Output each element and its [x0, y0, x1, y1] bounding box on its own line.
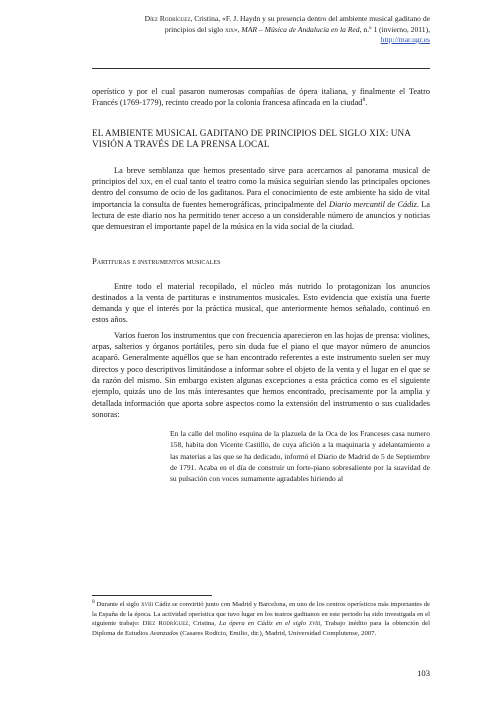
block-quote: En la calle del molino esquina de la plazuela de la Oca de los Franceses casa numero 158, habita don Vicente Castillo, de cuya afición a la maquinaria y adelantamiento a las materias a las que se ha dedicado, informó el Diario de Madrid de 5 de Septiembre de 1791. Acaba en el día de construir un forte-piano sobresaliente por la suavidad de su pulsación con voces sumamente agradables hiriendo al — [170, 429, 430, 483]
running-head-line2: principios del siglo — [164, 24, 225, 34]
footnote-work-title: La ópera en Cádiz en el siglo — [218, 620, 310, 628]
journal-title: MAR – Música de Andalucía en la Red — [241, 24, 360, 34]
journal-issue: , n.º 1 (invierno, 2011), — [359, 24, 430, 34]
footnote-text-b: Cádiz se convirtió junto con Madrid y Barcelona, en uno de los centros operísticos más importantes de la España de la época. La actividad operística que tuvo lugar en los teatros gaditanos en este periodo ha sido investigada en el siguiente trabajo: — [92, 601, 430, 628]
journal-url-link[interactable]: http://mar.ugr.es — [380, 35, 430, 44]
footnote-author: Díez Rodríguez — [142, 620, 189, 628]
footnote-century: xviii — [140, 601, 154, 608]
footnote-text-c: , Cristina, — [188, 620, 219, 628]
header-rule — [92, 68, 430, 69]
footnote-dea: Avanzados — [149, 629, 179, 637]
running-head-century: xix — [224, 24, 234, 34]
footnote-ref-8[interactable]: 8 — [362, 97, 366, 104]
paragraph-intro-century: xix — [140, 177, 151, 187]
paragraph-opening-text: operístico y por el cual pasaron numerosas compañías de ópera italiana, y finalmente el Teatro Francés (1769-1779), recinto creado por la colonia francesa afincada en la ciudad — [92, 87, 430, 108]
footnote-mark: 8 — [92, 598, 95, 605]
page-number: 103 — [417, 668, 430, 678]
running-head-sep: », — [233, 24, 242, 34]
paragraph-opening-end: . — [365, 98, 368, 108]
paragraph-intro-a: La breve semblanza que hemos presentado sirve para acercarnos al panorama musical de principios del — [92, 165, 430, 187]
section-heading: EL AMBIENTE MUSICAL GADITANO DE PRINCIPIOS DEL SIGLO XIX: UNA VISIÓN A TRAVÉS DE LA PRENSA LOCAL — [92, 127, 411, 150]
paragraph-opening — [92, 86, 430, 109]
running-head-line1: , Cristina, «F. J. Haydn y su presencia dentro del ambiente musical gaditano de — [190, 14, 430, 23]
footnote-text-e: (Casares Rodicio, Emilio, dir.), Madrid, Universidad Complutense, 2007. — [178, 629, 377, 637]
running-head — [92, 14, 430, 46]
footnote-work-century: xviii — [309, 620, 321, 628]
running-head-author: Díez Rodríguez — [144, 14, 191, 23]
newspaper-title: Diario mercantil de Cádiz — [328, 199, 417, 209]
footnote-rule — [92, 595, 212, 596]
footnote-text-a: Durante el siglo — [94, 601, 141, 608]
subsection-heading: Partituras e instrumentos musicales — [92, 255, 221, 266]
footnote-text-d: , Trabajo inédito para la obtención del Diploma de Estudios — [92, 620, 431, 637]
paragraph-intro-b: , en el cual tanto el teatro como la música seguirían siendo las principales opciones dentro del consumo de ocio de los gaditanos. Para el conocimiento de este ambiente ha sido de vital importancia la consulta de fuentes hemerográficas, principalmente del — [92, 177, 431, 209]
footnote-8 — [92, 600, 430, 638]
paragraph-intro-c: . La lectura de este diario nos ha permitido tener acceso a un considerable número de anuncios y noticias que demuestran el importante papel de la música en la vida social de la ciudad. — [92, 199, 430, 232]
paragraph-intro — [92, 165, 430, 233]
paragraph-scores: Entre todo el material recopilado, el núcleo más nutrido lo protagonizan los anuncios destinados a la venta de partituras e instrumentos musicales. Esto evidencia que existía una fuerte demanda y que el interés por la práctica musical, que anteriormente hemos señalado, continuó en estos años. — [92, 281, 430, 325]
paragraph-instruments: Varios fueron los instrumentos que con frecuencia aparecieron en las hojas de prensa: violines, arpas, salterios y órganos portátiles, pero sin duda fue el piano el que mayor número de anuncios acaparó. Generalmente aquéllos que se han encontrado referentes a este instrumento suelen ser muy directos y poco descriptivos limitándose a informar sobre el objeto de la venta y el lugar en el que se da razón del mismo. Sin embargo existen algunas excepciones a esta práctica como es el siguiente ejemplo, quizás uno de los más interesantes que hemos encontrado, precisamente por la amplia y detallada información que aporta sobre aspectos como la extensión del instrumento o sus cualidades sonoras: — [92, 330, 430, 419]
main-text — [92, 86, 430, 484]
